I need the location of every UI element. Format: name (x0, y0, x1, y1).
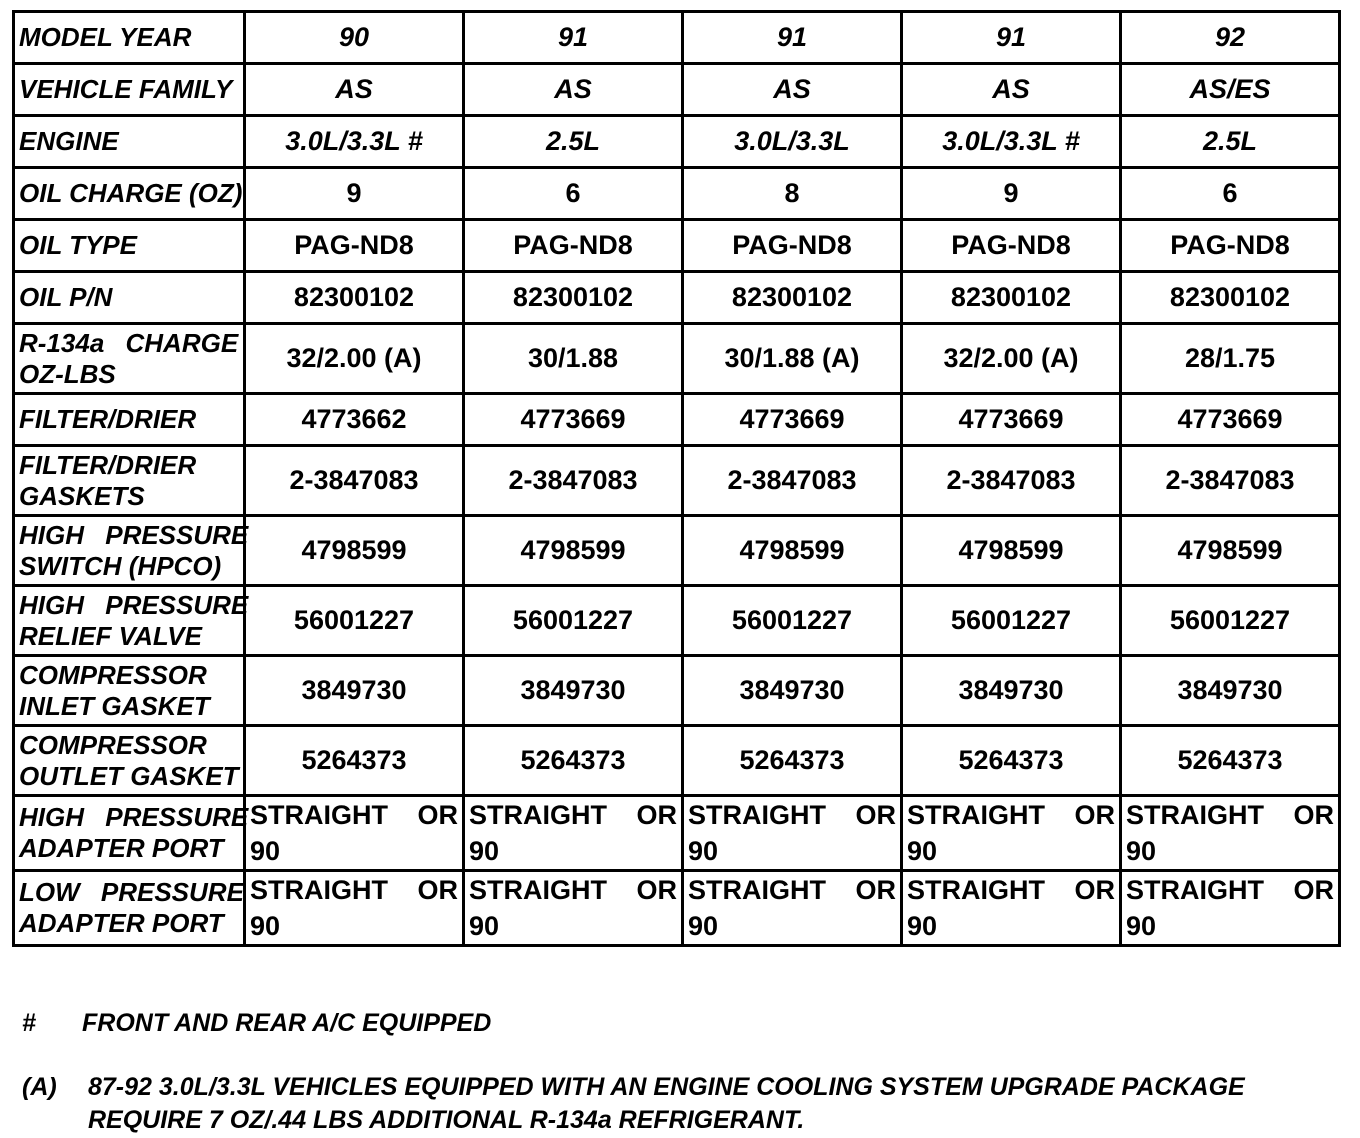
cell-line: STRAIGHT OR (907, 875, 1115, 905)
table-cell: 5264373 (683, 726, 902, 796)
table-cell: 3849730 (464, 656, 683, 726)
table-cell: 2-3847083 (683, 446, 902, 516)
row-label-line: FILTER/DRIER (19, 449, 197, 480)
row-label-line: COMPRESSOR (19, 729, 207, 760)
table-cell: 2-3847083 (1121, 446, 1340, 516)
table-cell: 3.0L/3.3L # (245, 116, 464, 168)
table-cell: 3.0L/3.3L # (902, 116, 1121, 168)
row-label-line: OZ-LBS (19, 358, 116, 389)
row-label-line: ADAPTER PORT (19, 833, 224, 863)
row-label (14, 796, 249, 871)
row-label-line: COMPRESSOR (19, 659, 207, 690)
table-cell: AS (902, 64, 1121, 116)
table-cell: PAG-ND8 (1121, 220, 1340, 272)
cell-line: 90 (907, 836, 938, 866)
table-cell: 56001227 (464, 586, 683, 656)
row-label: OIL CHARGE (OZ) (14, 168, 245, 220)
cell-line: 90 (1126, 911, 1157, 941)
table-cell: 6 (464, 168, 683, 220)
table-cell: 4798599 (1121, 516, 1340, 586)
table-row-vehicle-family (14, 64, 1340, 116)
row-label: OIL P/N (14, 272, 245, 324)
table-cell (1121, 796, 1340, 871)
table-cell: 56001227 (1121, 586, 1340, 656)
table-cell: 5264373 (1121, 726, 1340, 796)
cell-line: STRAIGHT OR (250, 875, 458, 905)
row-label (14, 586, 249, 656)
row-label-line: LOW PRESSURE (19, 877, 244, 907)
cell-line: 90 (688, 911, 719, 941)
table-cell: PAG-ND8 (683, 220, 902, 272)
table-cell: 4798599 (464, 516, 683, 586)
cell-line: STRAIGHT OR (469, 800, 677, 830)
table-cell: AS/ES (1121, 64, 1340, 116)
table-cell: 91 (902, 12, 1121, 64)
cell-line: 90 (1126, 836, 1157, 866)
table-cell: 4798599 (245, 516, 464, 586)
table-row-oil-pn (14, 272, 1340, 324)
table-cell (464, 796, 683, 871)
table-cell: 2-3847083 (902, 446, 1121, 516)
row-label: MODEL YEAR (14, 12, 245, 64)
table-cell (245, 871, 464, 946)
table-cell: 28/1.75 (1121, 324, 1340, 394)
row-label-line: SWITCH (HPCO) (19, 550, 222, 581)
row-label-line: INLET GASKET (19, 690, 210, 721)
table-cell: 82300102 (1121, 272, 1340, 324)
row-label (14, 726, 245, 796)
table-cell: 82300102 (464, 272, 683, 324)
table-cell: 3849730 (1121, 656, 1340, 726)
table-cell (1121, 871, 1340, 946)
table-row-oil-charge (14, 168, 1340, 220)
row-label-line: HIGH PRESSURE (19, 589, 249, 620)
table-row-high-pressure-port (14, 796, 1340, 871)
row-label (14, 871, 245, 946)
table-cell: 32/2.00 (A) (902, 324, 1121, 394)
table-cell: 4773669 (683, 394, 902, 446)
row-label-line: RELIEF VALVE (19, 620, 202, 651)
table-row-high-pressure-switch (14, 516, 1340, 586)
table-row-compressor-inlet (14, 656, 1340, 726)
table-row-filter-drier-gaskets (14, 446, 1340, 516)
table-cell (683, 796, 902, 871)
table-cell: PAG-ND8 (464, 220, 683, 272)
table-cell: 9 (902, 168, 1121, 220)
row-label-line: HIGH PRESSURE (19, 802, 249, 832)
row-label (14, 656, 245, 726)
table-row-low-pressure-port (14, 871, 1340, 946)
table-cell: AS (464, 64, 683, 116)
table-cell: 5264373 (245, 726, 464, 796)
table-cell: 2.5L (1121, 116, 1340, 168)
table-cell: 91 (683, 12, 902, 64)
table-cell: 32/2.00 (A) (245, 324, 464, 394)
table-cell: 5264373 (902, 726, 1121, 796)
footnote-text: FRONT AND REAR A/C EQUIPPED (82, 1009, 492, 1037)
table-cell: 91 (464, 12, 683, 64)
table-cell: 82300102 (245, 272, 464, 324)
table-cell (902, 871, 1121, 946)
cell-line: 90 (469, 836, 500, 866)
table-cell: 2-3847083 (245, 446, 464, 516)
cell-line: 90 (250, 911, 281, 941)
row-label (14, 446, 245, 516)
table-cell: 3849730 (245, 656, 464, 726)
table-cell: 82300102 (683, 272, 902, 324)
footnote-mark: # (22, 1009, 36, 1037)
cell-line: 90 (250, 836, 281, 866)
table-cell: PAG-ND8 (245, 220, 464, 272)
table-cell: 4773669 (902, 394, 1121, 446)
cell-line: STRAIGHT OR (1126, 875, 1334, 905)
table-row-engine (14, 116, 1340, 168)
cell-line: STRAIGHT OR (688, 800, 896, 830)
table-cell: 4773669 (1121, 394, 1340, 446)
table-row-oil-type (14, 220, 1340, 272)
cell-line: 90 (688, 836, 719, 866)
table-cell: 4798599 (683, 516, 902, 586)
table-cell: AS (245, 64, 464, 116)
table-row-high-pressure-relief (14, 586, 1340, 656)
table-cell: 6 (1121, 168, 1340, 220)
table-cell: 2.5L (464, 116, 683, 168)
table-cell: AS (683, 64, 902, 116)
table-cell: 30/1.88 (464, 324, 683, 394)
row-label: ENGINE (14, 116, 245, 168)
table-cell (245, 796, 464, 871)
ac-specification-table (12, 10, 1341, 947)
table-cell: PAG-ND8 (902, 220, 1121, 272)
row-label (14, 516, 249, 586)
row-label-line: R-134a CHARGE (19, 327, 239, 358)
table-cell: 92 (1121, 12, 1340, 64)
table-row-model-year (14, 12, 1340, 64)
table-cell (683, 871, 902, 946)
cell-line: STRAIGHT OR (250, 800, 458, 830)
table-cell (464, 871, 683, 946)
row-label: FILTER/DRIER (14, 394, 245, 446)
row-label (14, 324, 245, 394)
footnote-mark: (A) (22, 1073, 57, 1101)
footnote-text: 87-92 3.0L/3.3L VEHICLES EQUIPPED WITH AN ENGINE COOLING SYSTEM UPGRADE PACKAGE (88, 1073, 1245, 1101)
table-cell: 4798599 (902, 516, 1121, 586)
cell-line: 90 (469, 911, 500, 941)
footnote-hash (22, 1006, 822, 1042)
table-row-r134a-charge (14, 324, 1340, 394)
row-label-line: OUTLET GASKET (19, 760, 239, 791)
table-cell: 56001227 (683, 586, 902, 656)
row-label-line: GASKETS (19, 480, 145, 511)
table-cell: 8 (683, 168, 902, 220)
table-cell: 56001227 (902, 586, 1121, 656)
row-label-line: HIGH PRESSURE (19, 519, 249, 550)
table-cell: 3849730 (683, 656, 902, 726)
table-cell: 56001227 (245, 586, 464, 656)
table-cell: 5264373 (464, 726, 683, 796)
cell-line: STRAIGHT OR (1126, 800, 1334, 830)
table-cell: 4773669 (464, 394, 683, 446)
footnote-text: REQUIRE 7 OZ/.44 LBS ADDITIONAL R-134a REFRIGERANT. (88, 1106, 805, 1134)
cell-line: STRAIGHT OR (907, 800, 1115, 830)
table-cell: 2-3847083 (464, 446, 683, 516)
table-cell: 9 (245, 168, 464, 220)
row-label: VEHICLE FAMILY (14, 64, 245, 116)
table-cell: 3.0L/3.3L (683, 116, 902, 168)
cell-line: 90 (907, 911, 938, 941)
table-row-filter-drier (14, 394, 1340, 446)
cell-line: STRAIGHT OR (688, 875, 896, 905)
table-cell: 82300102 (902, 272, 1121, 324)
row-label-line: ADAPTER PORT (19, 908, 224, 938)
footnote-a (22, 1070, 1322, 1138)
table-cell: 90 (245, 12, 464, 64)
table-cell: 30/1.88 (A) (683, 324, 902, 394)
table-cell: 4773662 (245, 394, 464, 446)
table-cell (902, 796, 1121, 871)
cell-line: STRAIGHT OR (469, 875, 677, 905)
row-label: OIL TYPE (14, 220, 245, 272)
table-row-compressor-outlet (14, 726, 1340, 796)
table-cell: 3849730 (902, 656, 1121, 726)
